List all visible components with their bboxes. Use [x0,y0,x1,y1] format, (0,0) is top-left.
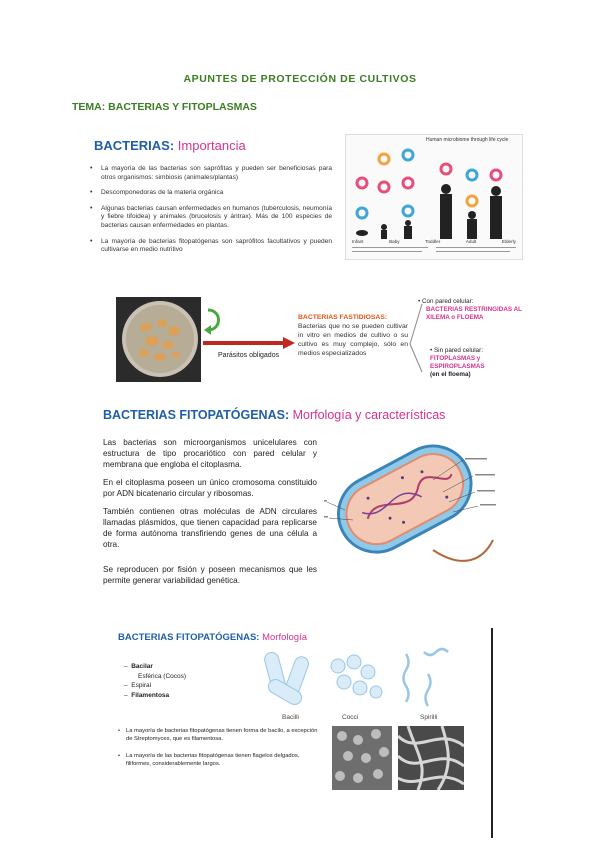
importancia-list [88,165,332,262]
shape-list [124,662,186,700]
shape-item: – Bacilar [124,663,153,670]
heading-part-a: BACTERIAS: [94,138,175,153]
petri-dish-illustration [116,297,201,382]
fastidiosas-right-2 [430,347,525,379]
restricted-label: BACTERIAS RESTRINGIDAS AL XILEMA o FLOEMA [426,306,522,321]
wall-text: Con pared celular: [421,298,474,305]
shape-label-cocci: Cocci [342,714,359,721]
phloem-label: (en el floema) [430,371,471,378]
figure-label: Infant [352,239,364,244]
figure-label: Elderly [501,239,516,244]
heading-part-a: BACTERIAS FITOPATÓGENAS: [118,632,260,643]
shape-item: – Filamentosa [124,691,170,699]
shape-item: – Espiral [124,682,152,689]
morfologia-notes [118,728,318,768]
list-item: • La mayoría de las bacterias son saprófitas y pueden ser beneficiosas para otros organismos: simbiosis (animales/plantas) [88,165,332,182]
micrograph-cocci [332,726,392,790]
heading-part-b: Importancia [174,138,246,153]
petri-dish-photo [116,297,201,382]
slide-divider [491,628,493,838]
caracteristicas-text [103,437,317,586]
list-item: • La mayoría de bacterias fitopatógenas son saprófitos facultativos y pueden cultivarse en medio nutritivo [88,238,332,255]
list-item: • Descomponedoras de la materia orgánica [88,189,332,198]
paragraph-4: Se reproducen por fisión y poseen mecanismos que les permite generar variabilidad genética. [103,565,317,585]
wall-label: • Con pared celular: [418,298,474,305]
micrograph-spirilli [398,726,464,790]
shape-item: Esférica (Cocos) [138,672,187,680]
red-arrow-icon [203,336,295,350]
paragraph-2: En el citoplasma poseen un único cromosoma constituido por ADN bicatenario circular y ribosomas. [103,478,317,498]
shape-label-spirilli: Spirilli [420,714,438,721]
figure-label: Adult [465,239,477,244]
bacteria-shapes-illustration [256,644,472,714]
no-wall-label: • Sin pared celular: [430,347,483,354]
heading-part-b: Morfología y características [289,408,446,422]
fastidiosas-right-1 [418,298,528,322]
bacterial-cell-diagram [323,440,500,575]
figure-header: Human microbiome through life cycle [426,137,509,143]
figure-label: Toddler [425,239,441,244]
figure-label: Baby [389,239,400,244]
fastidiosas-title: BACTERIAS FASTIDIOSAS: [298,314,388,321]
heading-part-a: BACTERIAS FITOPATÓGENAS: [103,408,290,422]
fastidiosas-box [298,313,408,358]
section-heading-morfologia [118,632,307,643]
document-title: APUNTES DE PROTECCIÓN DE CULTIVOS [183,73,417,85]
fastidiosas-text: Bacterias que no se pueden cultivar in vitro en medios de cultivo o su cultivo es muy complejo, sólo en medios especializados [298,323,408,357]
section-heading-caracteristicas [103,408,445,422]
heading-part-b: Morfología [259,632,307,643]
paragraph-1: Las bacterias son microorganismos unicelulares con estructura de tipo procariótico con pared celular y membrana que engloba el citoplasma. [103,438,317,469]
document-topic: TEMA: BACTERIAS Y FITOPLASMAS [72,101,257,113]
morfologia-slide [110,622,493,838]
note-2: • La mayoría de las bacterias fitopatógenas tienen flagelos delgados, filiformes, considerablemente largos. [118,753,300,767]
phytoplasma-label: FITOPLASMAS y ESPIROPLASMAS [430,355,485,370]
section-heading-importancia [94,138,246,153]
paragraph-3: También contienen otras moléculas de ADN circulares llamadas plásmidos, que tienen capacidad para replicarse de forma autónoma transfiriendo genes de una célula a otra. [103,507,317,549]
list-item: • Algunas bacterias causan enfermedades en humanos (tuberculosis, neumonía y fiebre tifoidea) y animales (brucelosis y ántrax). Más de 100 especies de bacterias causan enfermedades en plantas. [88,205,332,231]
shape-label-bacilli: Bacilli [282,714,299,721]
microbiome-figure [345,134,523,260]
note-1: • La mayoría de bacterias fitopatógenas tienen forma de bacilo, a excepción de Streptomyces, que es filamentosa. [118,728,318,742]
arrow-label: Parásitos obligados [218,352,280,359]
no-wall-text: Sin pared celular: [433,347,483,354]
curved-arrow-icon [200,306,230,336]
figure-labels [352,239,516,244]
